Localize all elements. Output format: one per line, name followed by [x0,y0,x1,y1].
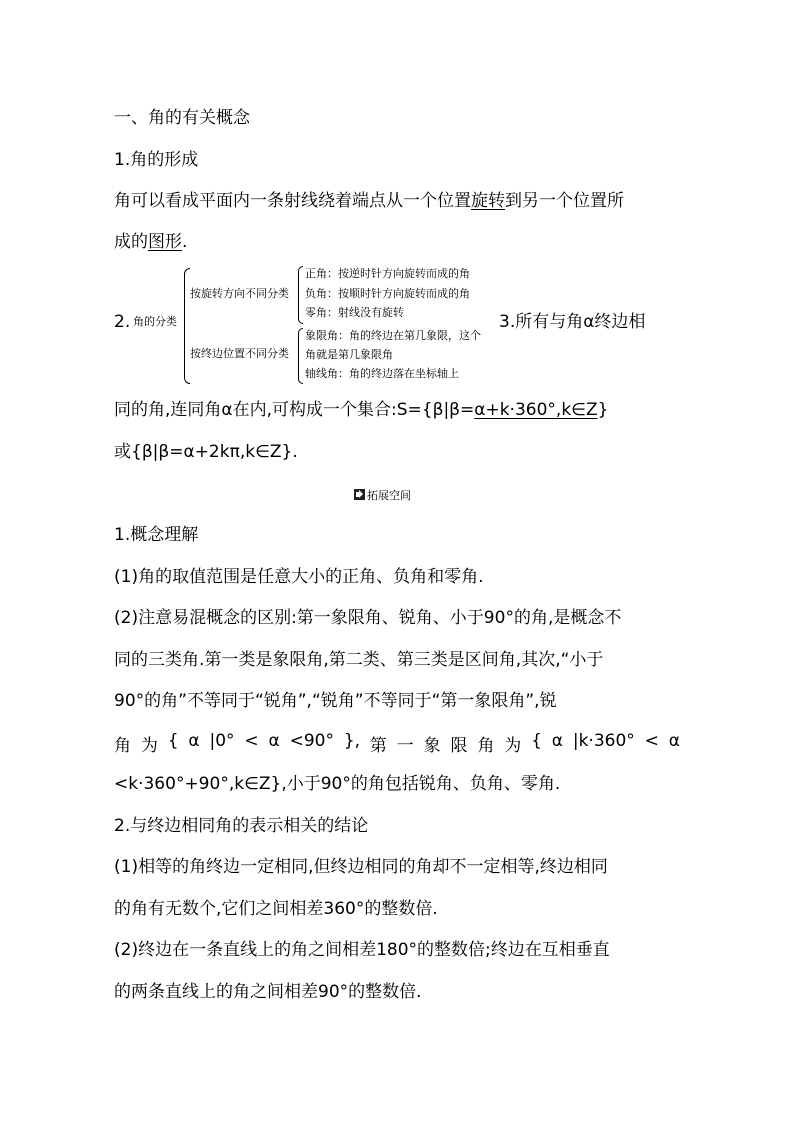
paragraph-line: 的两条直线上的角之间相差90°的整数倍. [114,982,422,1002]
speaker-icon [354,489,365,500]
section-title: 一、角的有关概念 [114,108,250,128]
terminal-brace [298,328,303,384]
zero-angle: 零角：射线没有旋转 [305,306,404,319]
by-rotation-label: 按旋转方向不同分类 [190,287,289,300]
paragraph-line: 的角有无数个,它们之间相差360°的整数倍. [114,899,438,919]
negative-angle: 负角：按顺时针方向旋转而成的角 [305,287,470,300]
expansion-title: 拓展空间 [367,489,411,502]
quadrant-angle-line2: 角就是第几象限角 [305,348,393,361]
paragraph-line: (1)角的取值范围是任意大小的正角、负角和零角. [114,567,484,587]
expansion-header [354,487,411,503]
set-expression: α+k·360°,k∈Z [474,400,598,420]
subheading-angle-formation: 1.角的形成 [114,150,199,170]
positive-angle: 正角：按逆时针方向旋转而成的角 [305,267,470,280]
paragraph-line: 90°的角”不等同于“锐角”,“锐角”不等同于“第一象限角”,锐 [114,691,557,711]
rotation-brace [298,266,303,324]
justified-line: 角 为 { α |0° < α <90° }, 第 一 象 限 角 为 { α |k·360° < α [114,731,680,756]
by-terminal-label: 按终边位置不同分类 [190,347,289,360]
paragraph-line: (1)相等的角终边一定相同,但终边相同的角却不一定相等,终边相同 [114,857,608,877]
subheading-concept: 1.概念理解 [114,525,199,545]
paragraph-line: 同的三类角.第一类是象限角,第二类、第三类是区间角,其次,“小于 [114,650,604,670]
subheading-conclusion: 2.与终边相同角的表示相关的结论 [114,816,369,836]
paragraph-line: (2)终边在一条直线上的角之间相差180°的整数倍;终边在互相垂直 [114,940,610,960]
paragraph-line: 3.所有与角α终边相 [499,312,646,332]
paragraph-line: (2)注意易混概念的区别:第一象限角、锐角、小于90°的角,是概念不 [114,608,622,628]
axis-angle: 轴线角：角的终边落在坐标轴上 [305,367,459,380]
classification-label: 角的分类 [133,315,177,328]
quadrant-angle-line1: 象限角：角的终边在第几象限，这个 [305,329,481,342]
paragraph-line: <k·360°+90°,k∈Z},小于90°的角包括锐角、负角、零角. [114,774,561,794]
paragraph-line: 成的图形. [114,232,188,252]
paragraph-line: 角可以看成平面内一条射线绕着端点从一个位置旋转到另一个位置所 [114,191,624,211]
underlined-term: 图形 [148,232,182,252]
paragraph-line: 同的角,连同角α在内,可构成一个集合:S={β|β=α+k·360°,k∈Z} [114,400,609,420]
classification-number: 2. [114,312,131,332]
underlined-term: 旋转 [471,191,505,211]
paragraph-line: 或{β|β=α+2kπ,k∈Z}. [114,442,298,462]
